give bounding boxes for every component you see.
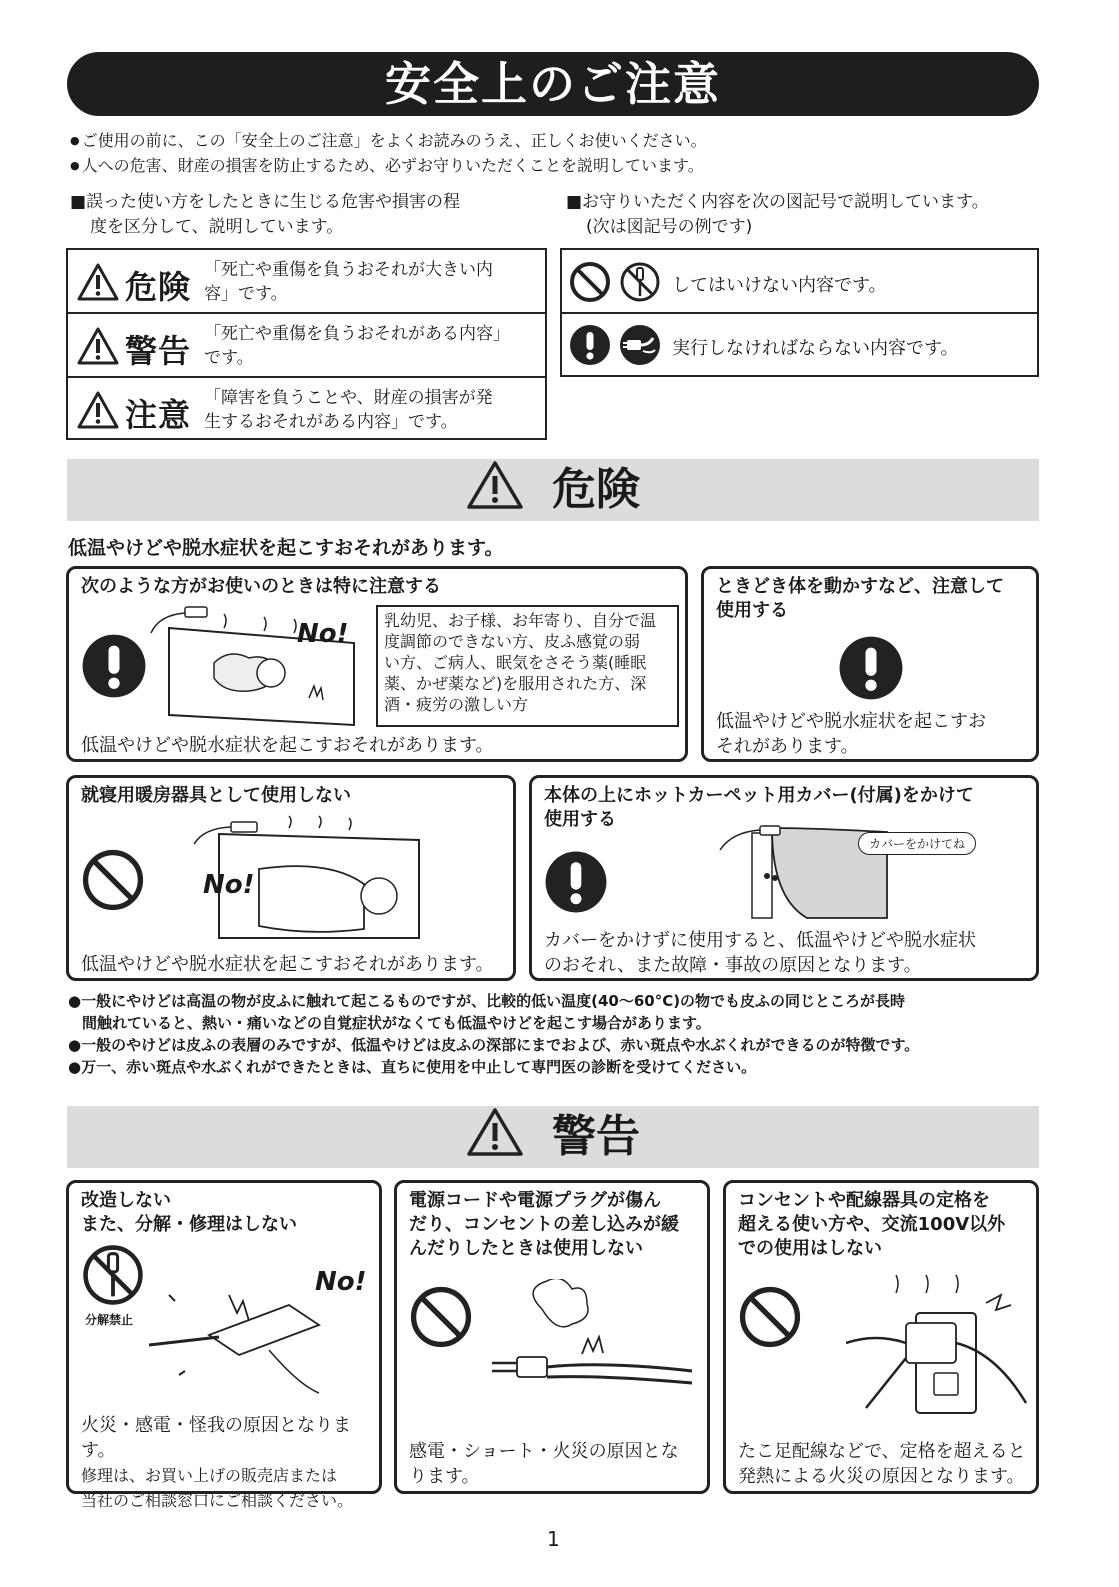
- card-footnote: カバーをかけずに使用すると、低温やけどや脱水症状 のおそれ、また故障・事故の原因となります。: [544, 930, 976, 976]
- mandatory-action-icon: [838, 635, 904, 701]
- warning-card-rating: [723, 1180, 1039, 1494]
- legend-label-caution: 注意: [125, 396, 192, 434]
- danger-band: [67, 459, 1039, 521]
- severity-legend: [66, 248, 547, 440]
- warning-triangle-icon: [466, 460, 524, 510]
- legend-label-warning: 警告: [125, 332, 192, 370]
- symbol-row-prohibit: [562, 250, 1037, 314]
- warning-triangle-icon: [76, 262, 120, 302]
- no-disassembly-icon: [619, 261, 661, 303]
- severity-note: [70, 190, 555, 240]
- legend-row-warning: [68, 314, 545, 378]
- card-footnote: 感電・ショート・火災の原因とな ります。: [409, 1441, 679, 1487]
- danger-band-title: 危険: [552, 464, 640, 515]
- danger-card-no-sleeping: [66, 775, 516, 981]
- warning-band: [67, 1106, 1039, 1168]
- intro-line-1: ● ご使用の前に、この「安全上のご注意」をよくお読みのうえ、正しくお使いください。: [70, 128, 1050, 153]
- overloaded-outlet-illustration: [846, 1273, 1031, 1423]
- no-disassembly-label: 分解禁止: [85, 1313, 134, 1327]
- danger-subheading: 低温やけどや脱水症状を起こすおそれがあります。: [68, 537, 504, 559]
- symbol-legend: [560, 248, 1039, 377]
- card-title: 本体の上にホットカーペット用カバー(付属)をかけて 使用する: [544, 785, 974, 830]
- card-footnote: 低温やけどや脱水症状を起こすお それがあります。: [716, 711, 986, 757]
- card-title: コンセントや配線器具の定格を 超える使い方や、交流100V以外 での使用はしない: [738, 1190, 1006, 1259]
- note-line: 間触れていると、熱い・痛いなどの自覚症状がなくても低温やけどを起こす場合があります。: [82, 1014, 711, 1032]
- burn-notes: [68, 990, 1043, 1078]
- speech-bubble: カバーをかけてね: [858, 832, 976, 855]
- mandatory-action-icon: [81, 633, 147, 699]
- card-footnote: 火災・感電・怪我の原因となります。 修理は、お買い上げの販売店または 当社のご相談窓口にご相談ください。: [81, 1415, 354, 1510]
- card-title: 就寝用暖房器具として使用しない: [81, 785, 351, 806]
- prohibition-icon: [409, 1285, 473, 1349]
- prohibition-icon: [569, 261, 611, 303]
- symbol-row-mandatory: [562, 314, 1037, 377]
- legend-row-caution: [68, 378, 545, 440]
- intro-line-2: ● 人への危害、財産の損害を防止するため、必ずお守りいただくことを説明しています。: [70, 153, 1050, 178]
- legend-desc-warning: 「死亡や重傷を負うおそれがある内容」 です。: [204, 324, 510, 368]
- prohibit-text: してはいけない内容です。: [672, 275, 887, 296]
- no-label: No!: [315, 1267, 367, 1297]
- warning-card-no-modification: [66, 1180, 382, 1510]
- warning-triangle-icon: [466, 1107, 524, 1157]
- no-disassembly-icon: [81, 1243, 145, 1307]
- mandatory-action-icon: [544, 850, 608, 914]
- card-title: 電源コードや電源プラグが傷ん だり、コンセントの差し込みが緩 んだりしたときは使用しない: [409, 1190, 679, 1259]
- mandatory-text: 実行しなければならない内容です。: [672, 338, 959, 359]
- severity-note-line-1: ■誤った使い方をしたときに生じる危害や損害の程: [70, 192, 461, 212]
- card-footnote: たこ足配線などで、定格を超えると 発熱による火災の原因となります。: [738, 1441, 1026, 1487]
- danger-card-move-body: [701, 566, 1039, 762]
- prohibition-icon: [738, 1285, 802, 1349]
- card-title: 改造しない また、分解・修理はしない: [81, 1190, 297, 1235]
- legend-desc-caution: 「障害を負うことや、財産の損害が発 生するおそれがある内容」です。: [204, 388, 493, 432]
- legend-label-danger: 危険: [125, 268, 192, 306]
- legend-desc-danger: 「死亡や重傷を負うおそれが大きい内 容」です。: [204, 260, 493, 304]
- symbol-note-line-2: (次は図記号の例です): [586, 217, 753, 237]
- prohibition-icon: [81, 848, 145, 912]
- mandatory-action-icon: [569, 324, 611, 366]
- symbol-note-line-1: ■お守りいただく内容を次の図記号で説明しています。: [566, 192, 989, 212]
- warning-triangle-icon: [76, 390, 120, 430]
- card-footnote: 低温やけどや脱水症状を起こすおそれがあります。: [81, 735, 494, 756]
- card-title: ときどき体を動かすなど、注意して 使用する: [716, 576, 1004, 621]
- symbol-note: [566, 190, 1046, 240]
- page-number: 1: [547, 1527, 560, 1551]
- card-title: 次のような方がお使いのときは特に注意する: [81, 576, 441, 597]
- danger-card-use-cover: [529, 775, 1039, 981]
- card-footnote: 低温やけどや脱水症状を起こすおそれがあります。: [81, 954, 494, 975]
- note-line: ●万一、赤い斑点や水ぶくれができたときは、直ちに使用を中止して専門医の診断を受けてください。: [68, 1058, 757, 1076]
- warning-triangle-icon: [76, 326, 120, 366]
- vulnerable-users-list: 乳幼児、お子様、お年寄り、自分で温 度調節のできない方、皮ふ感覚の弱 い方、ご病人、眠気をさそう薬(睡眠 薬、かぜ薬など)を服用された方、深 酒・疲労の激しい方: [376, 605, 679, 727]
- page-title: 安全上のご注意: [67, 52, 1039, 116]
- unplug-icon: [619, 324, 661, 366]
- disassembly-illustration: [149, 1275, 329, 1395]
- note-line: ●一般にやけどは高温の物が皮ふに触れて起こるものですが、比較的低い温度(40〜60°C)の物でも皮ふの同じところが長時: [68, 992, 906, 1010]
- legend-row-danger: [68, 250, 545, 314]
- warning-card-damaged-cord: [394, 1180, 710, 1494]
- intro-text: [70, 128, 1050, 178]
- danger-card-sensitive-users: [66, 566, 688, 762]
- no-label: No!: [203, 870, 255, 900]
- warning-band-title: 警告: [552, 1111, 640, 1162]
- note-line: ●一般のやけどは皮ふの表層のみですが、低温やけどは皮ふの深部にまでおよび、赤い斑点や水ぶくれができるのが特徴です。: [68, 1036, 920, 1054]
- no-label: No!: [297, 619, 349, 649]
- severity-note-line-2: 度を区分して、説明しています。: [90, 217, 344, 237]
- damaged-plug-illustration: [482, 1279, 702, 1419]
